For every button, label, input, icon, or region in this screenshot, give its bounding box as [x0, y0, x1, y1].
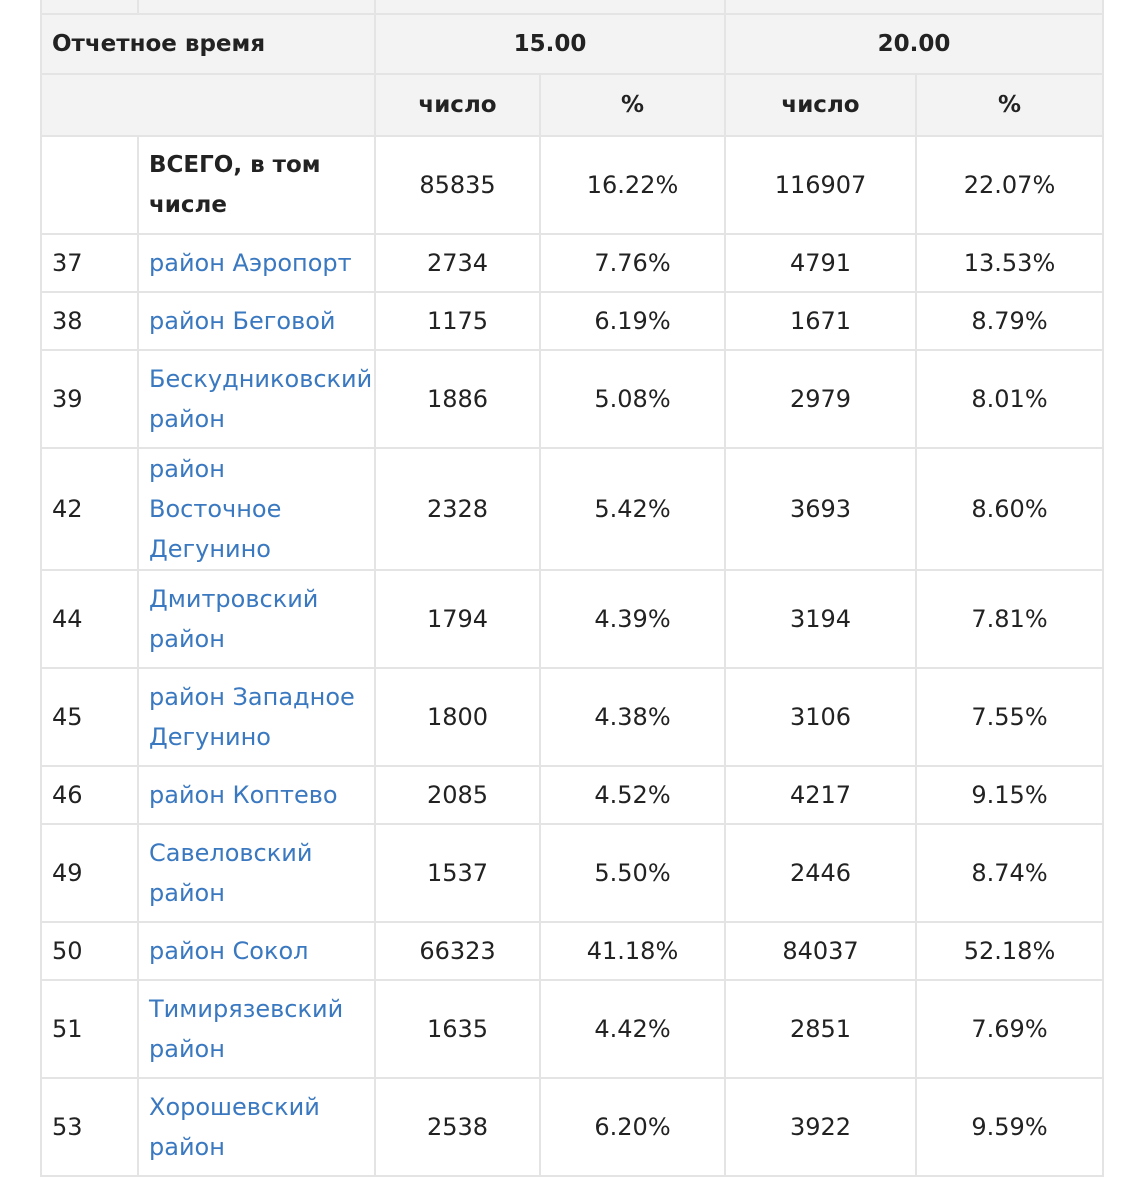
header-row-times [41, 14, 1103, 74]
table-row [41, 980, 1103, 1078]
count-15-cell: 1886 [375, 350, 540, 448]
district-num: 38 [41, 292, 138, 350]
report-time-header: Отчетное время [41, 14, 375, 74]
table-row [41, 766, 1103, 824]
district-num: 37 [41, 234, 138, 292]
pct-20-cell: 9.15% [916, 766, 1103, 824]
pct-20-cell: 9.59% [916, 1078, 1103, 1176]
district-link[interactable]: Дмитровский район [149, 585, 319, 653]
district-num: 51 [41, 980, 138, 1078]
count-15-cell: 1635 [375, 980, 540, 1078]
pct-20-cell: 8.01% [916, 350, 1103, 448]
table-row [41, 824, 1103, 922]
district-num: 42 [41, 448, 138, 570]
district-num: 44 [41, 570, 138, 668]
pct-20-header: % [916, 74, 1103, 136]
district-name-cell [138, 292, 375, 350]
table-row [41, 570, 1103, 668]
district-link[interactable]: Бескудниковский район [149, 365, 373, 433]
district-link[interactable]: Хорошевский район [149, 1093, 320, 1161]
pct-15-cell: 5.50% [540, 824, 725, 922]
count-20-cell: 2979 [725, 350, 916, 448]
pct-15-cell: 41.18% [540, 922, 725, 980]
count-15-cell: 2734 [375, 234, 540, 292]
table-top-stub-row [41, 0, 1103, 14]
pct-15-cell: 6.20% [540, 1078, 725, 1176]
district-name-cell [138, 234, 375, 292]
count-20-cell: 2851 [725, 980, 916, 1078]
district-name-cell [138, 824, 375, 922]
stub-cell [138, 0, 375, 14]
district-num: 49 [41, 824, 138, 922]
district-link[interactable]: Тимирязевский район [149, 995, 344, 1063]
district-name-cell [138, 766, 375, 824]
district-name-cell [138, 570, 375, 668]
count-20-cell: 84037 [725, 922, 916, 980]
count-15-cell: 1800 [375, 668, 540, 766]
district-num: 46 [41, 766, 138, 824]
district-link[interactable]: район Беговой [149, 307, 336, 335]
count-15-cell: 1537 [375, 824, 540, 922]
count-15-header: число [375, 74, 540, 136]
turnout-table [40, 0, 1104, 1177]
district-link[interactable]: район Сокол [149, 937, 309, 965]
district-name-cell [138, 980, 375, 1078]
district-num: 45 [41, 668, 138, 766]
table-row [41, 668, 1103, 766]
pct-15-cell: 4.38% [540, 668, 725, 766]
pct-20-cell: 52.18% [916, 922, 1103, 980]
pct-15-cell: 5.08% [540, 350, 725, 448]
pct-20-cell: 7.69% [916, 980, 1103, 1078]
table-row [41, 292, 1103, 350]
count-20-cell: 3194 [725, 570, 916, 668]
pct-15-cell: 6.19% [540, 292, 725, 350]
table-row [41, 350, 1103, 448]
pct-15-cell: 4.52% [540, 766, 725, 824]
total-num-cell [41, 136, 138, 234]
total-count-15: 85835 [375, 136, 540, 234]
district-link[interactable]: район Коптево [149, 781, 338, 809]
time-15-header: 15.00 [375, 14, 725, 74]
time-20-header: 20.00 [725, 14, 1103, 74]
turnout-table-container [40, 0, 1102, 1177]
total-pct-15: 16.22% [540, 136, 725, 234]
district-name-cell [138, 448, 375, 570]
units-empty-header [41, 74, 375, 136]
table-row [41, 1078, 1103, 1176]
count-20-cell: 3106 [725, 668, 916, 766]
count-20-cell: 4791 [725, 234, 916, 292]
total-pct-20: 22.07% [916, 136, 1103, 234]
pct-20-cell: 8.74% [916, 824, 1103, 922]
count-20-cell: 1671 [725, 292, 916, 350]
count-15-cell: 1175 [375, 292, 540, 350]
pct-15-cell: 5.42% [540, 448, 725, 570]
district-name-cell [138, 1078, 375, 1176]
count-20-header: число [725, 74, 916, 136]
district-name-cell [138, 350, 375, 448]
pct-15-cell: 4.39% [540, 570, 725, 668]
pct-20-cell: 7.81% [916, 570, 1103, 668]
district-num: 50 [41, 922, 138, 980]
district-link[interactable]: район Западное Дегунино [149, 683, 355, 751]
district-link[interactable]: Савеловский район [149, 839, 313, 907]
count-15-cell: 66323 [375, 922, 540, 980]
count-20-cell: 2446 [725, 824, 916, 922]
stub-cell [725, 0, 1103, 14]
stub-cell [41, 0, 138, 14]
pct-20-cell: 8.60% [916, 448, 1103, 570]
count-20-cell: 3922 [725, 1078, 916, 1176]
district-num: 39 [41, 350, 138, 448]
total-row [41, 136, 1103, 234]
stub-cell [375, 0, 725, 14]
count-15-cell: 2085 [375, 766, 540, 824]
district-name-cell [138, 922, 375, 980]
pct-20-cell: 7.55% [916, 668, 1103, 766]
district-link[interactable]: район Восточное Дегунино [149, 455, 282, 563]
district-num: 53 [41, 1078, 138, 1176]
count-15-cell: 2328 [375, 448, 540, 570]
total-name-cell: ВСЕГО, в том числе [138, 136, 375, 234]
total-count-20: 116907 [725, 136, 916, 234]
district-name-cell [138, 668, 375, 766]
pct-20-cell: 13.53% [916, 234, 1103, 292]
count-15-cell: 1794 [375, 570, 540, 668]
count-15-cell: 2538 [375, 1078, 540, 1176]
count-20-cell: 3693 [725, 448, 916, 570]
count-20-cell: 4217 [725, 766, 916, 824]
pct-15-cell: 4.42% [540, 980, 725, 1078]
pct-20-cell: 8.79% [916, 292, 1103, 350]
table-row [41, 234, 1103, 292]
header-row-units [41, 74, 1103, 136]
table-row [41, 448, 1103, 570]
table-row [41, 922, 1103, 980]
pct-15-header: % [540, 74, 725, 136]
pct-15-cell: 7.76% [540, 234, 725, 292]
district-link[interactable]: район Аэропорт [149, 249, 352, 277]
